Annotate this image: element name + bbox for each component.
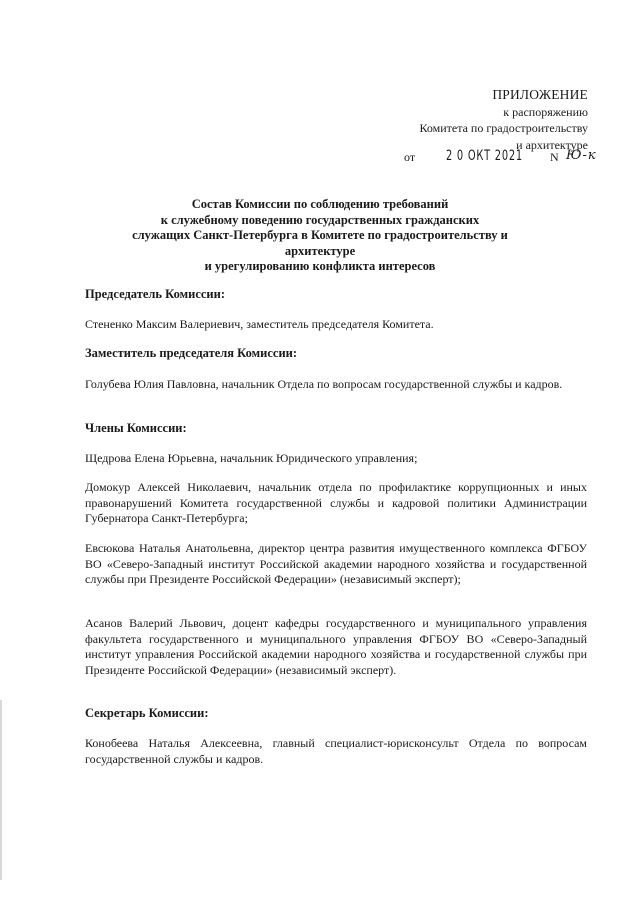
deputy-heading: Заместитель председателя Комиссии: (85, 346, 298, 360)
number-label: N (550, 150, 559, 164)
member-entry-2: Домокур Алексей Николаевич, начальник отдела по профилактике коррупционных и иных правонарушений Комитета государственной службы и кадровой политики Администрации Губернатора Санкт-Петербурга; (85, 480, 587, 525)
scan-edge-line (0, 700, 2, 880)
deputy-entry: Голубева Юлия Павловна, начальник Отдела по вопросам государственной службы и кадров. (85, 377, 563, 391)
chair-heading: Председатель Комиссии: (85, 287, 225, 301)
appendix-title: ПРИЛОЖЕНИЕ (492, 87, 588, 102)
date-stamp: 2 0 ОКТ 2021 (446, 148, 523, 164)
order-reference (404, 148, 604, 168)
chair-entry: Стененко Максим Валериевич, заместитель председателя Комитета. (85, 317, 434, 331)
secretary-heading: Секретарь Комиссии: (85, 706, 209, 720)
title-line-1: Состав Комиссии по соблюдению требований (191, 197, 449, 211)
title-line-4: и урегулированию конфликта интересов (204, 259, 436, 273)
appendix-header (419, 87, 588, 153)
date-label: от (404, 150, 416, 164)
members-heading: Члены Комиссии: (85, 421, 187, 435)
secretary-entry: Конобеева Наталья Алексеевна, главный специалист-юрисконсульт Отдела по вопросам государственной службы и кадров. (85, 736, 587, 766)
member-entry-4: Асанов Валерий Львович, доцент кафедры государственного и муниципального управления факультета государственного и муниципального управления ФГБОУ ВО «Северо-Западный институт управления Российской академии народного хозяйства и государственной службы при Президенте Российской Федерации» (независимый эксперт). (85, 616, 587, 677)
document-title (100, 197, 540, 275)
appendix-line-2: Комитета по градостроительству (419, 121, 588, 135)
appendix-line-1: к распоряжению (503, 104, 588, 119)
appendix-line-3: и архитектуре (516, 137, 588, 152)
title-line-2: к служебному поведению государственных гражданских (160, 212, 480, 227)
handwritten-order-number: Ю-к (566, 148, 597, 163)
title-line-3: служащих Санкт-Петербурга в Комитете по градостроительству и архитектуре (132, 228, 508, 258)
member-entry-3: Евсюкова Наталья Анатольевна, директор центра развития имущественного комплекса ФГБОУ ВО «Северо-Западный институт Российской академии народного хозяйства и государственной службы при Президенте Российской Федерации» (независимый эксперт); (85, 541, 587, 586)
member-entry-1: Щедрова Елена Юрьевна, начальник Юридического управления; (85, 451, 418, 465)
